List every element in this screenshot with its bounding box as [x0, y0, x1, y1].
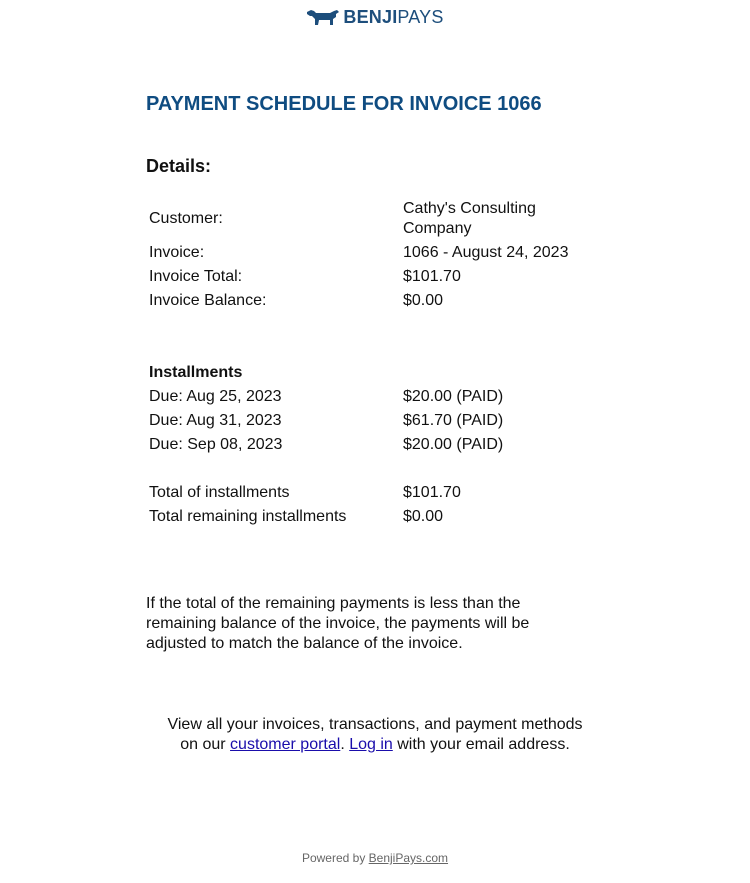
- details-heading: Details:: [146, 156, 212, 176]
- portal-message-line1: View all your invoices, transactions, and payment methods: [167, 716, 583, 733]
- powered-by-text: Powered by: [301, 851, 369, 865]
- customer-value: Cathy's Consulting Company: [403, 200, 536, 237]
- installment-amount: $20.00 (PAID): [403, 436, 504, 453]
- installment-amount: $61.70 (PAID): [403, 412, 504, 429]
- installments-heading: Installments: [149, 364, 243, 381]
- invoice-balance-label: Invoice Balance:: [149, 292, 267, 309]
- installment-due: Due: Aug 25, 2023: [149, 388, 282, 405]
- invoice-total-label: Invoice Total:: [149, 268, 243, 285]
- dog-icon: [306, 7, 340, 27]
- login-link[interactable]: Log in: [349, 736, 393, 753]
- invoice-label: Invoice:: [149, 244, 205, 261]
- brand-wordmark: [343, 6, 443, 28]
- brand-wordmark-light: PAYS: [397, 7, 444, 27]
- portal-message: [0, 715, 750, 755]
- portal-middle: .: [340, 736, 350, 753]
- powered-by-footer: [0, 850, 750, 866]
- customer-portal-link[interactable]: customer portal: [230, 736, 341, 753]
- installments-total-value: $101.70: [403, 484, 461, 501]
- brand-logo: [0, 6, 750, 28]
- invoice-balance-value: $0.00: [403, 292, 444, 309]
- portal-message-line2: [0, 735, 750, 755]
- brand-wordmark-bold: BENJI: [343, 7, 398, 27]
- portal-prefix: on our: [180, 736, 231, 753]
- installments-remaining-label: Total remaining installments: [149, 508, 347, 525]
- customer-label: Customer:: [149, 210, 223, 227]
- installment-amount: $20.00 (PAID): [403, 388, 504, 405]
- installments-total-label: Total of installments: [149, 484, 290, 501]
- installments-remaining-value: $0.00: [403, 508, 444, 525]
- benjipays-link[interactable]: BenjiPays.com: [368, 851, 449, 865]
- installment-due: Due: Aug 31, 2023: [149, 412, 282, 429]
- invoice-value: 1066 - August 24, 2023: [403, 244, 569, 261]
- portal-suffix: with your email address.: [392, 736, 570, 753]
- page-title: PAYMENT SCHEDULE FOR INVOICE 1066: [146, 93, 542, 115]
- installment-due: Due: Sep 08, 2023: [149, 436, 283, 453]
- invoice-total-value: $101.70: [403, 268, 461, 285]
- adjustment-note: If the total of the remaining payments is less than the remaining balance of the invoice, the payments will be adjusted to match the balance of the invoice.: [146, 595, 530, 652]
